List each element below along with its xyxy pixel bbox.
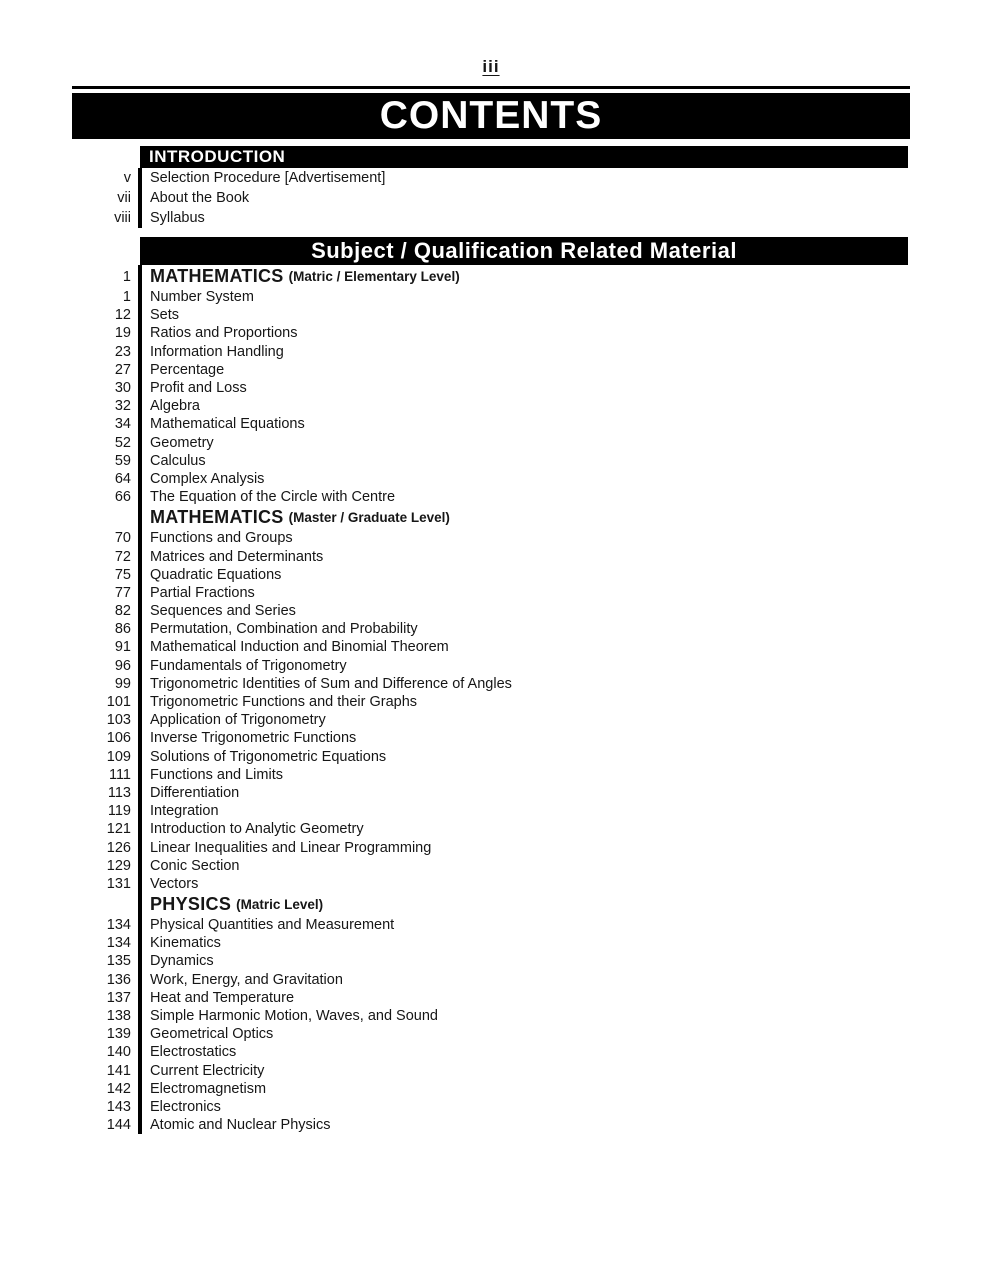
toc-entry-title: Geometry [150, 434, 214, 451]
toc-entry [138, 1098, 908, 1116]
toc-row [72, 265, 908, 288]
toc-row [72, 1062, 908, 1080]
toc-entry-title: Vectors [150, 875, 199, 892]
toc-page-number: 30 [114, 380, 131, 397]
toc-row [72, 952, 908, 970]
toc-entry-title: Differentiation [150, 784, 240, 801]
toc-row [72, 1116, 908, 1134]
toc-page-number: 121 [106, 821, 131, 838]
toc-entry [138, 875, 908, 893]
toc-entry [138, 802, 908, 820]
toc-entry [138, 584, 908, 602]
toc-entry [138, 343, 908, 361]
toc-row [72, 208, 908, 228]
toc-page-number: 141 [106, 1062, 131, 1079]
subject-heading: Subject / Qualification Related Material [140, 237, 908, 265]
toc-entry-title: Inverse Trigonometric Functions [150, 730, 357, 747]
toc-entry-title: Simple Harmonic Motion, Waves, and Sound [150, 1008, 438, 1025]
toc-page-number: 99 [114, 675, 131, 692]
toc-entry [138, 1080, 908, 1098]
toc-entry [138, 452, 908, 470]
toc-entry-title: Ratios and Proportions [150, 325, 298, 342]
toc-row [72, 893, 908, 916]
toc-entry-title: Functions and Limits [150, 766, 283, 783]
toc-entry-title: Fundamentals of Trigonometry [150, 657, 347, 674]
toc-entry-title: Partial Fractions [150, 584, 255, 601]
toc-page-number: 140 [106, 1044, 131, 1061]
toc-entry-title: Linear Inequalities and Linear Programming [150, 839, 432, 856]
toc-page-number: 19 [114, 325, 131, 342]
toc-entry-title: Percentage [150, 361, 225, 378]
toc-entry-title: PHYSICS [150, 894, 232, 914]
toc-entry [138, 188, 908, 208]
toc-row [72, 1080, 908, 1098]
toc-entry-title: Syllabus [150, 210, 205, 226]
toc-entry [138, 488, 908, 506]
toc-row [72, 1098, 908, 1116]
toc-page-number: 111 [108, 766, 131, 783]
toc-row [72, 916, 908, 934]
toc-entry [138, 434, 908, 452]
toc-entry [138, 838, 908, 856]
toc-entry [138, 711, 908, 729]
toc-entry [138, 306, 908, 324]
toc-entry-title: Permutation, Combination and Probability [150, 621, 418, 638]
toc-entry-subtitle: (Matric Level) [236, 897, 324, 912]
toc-entry [138, 602, 908, 620]
toc-row [72, 693, 908, 711]
toc-page-number: 136 [106, 971, 131, 988]
toc-row [72, 306, 908, 324]
toc-entry-title: Number System [150, 289, 254, 306]
toc-entry [138, 324, 908, 342]
toc-entry [138, 675, 908, 693]
toc-page-number: 131 [106, 875, 131, 892]
toc-row [72, 452, 908, 470]
toc-entry [138, 620, 908, 638]
toc-row [72, 971, 908, 989]
toc-row [72, 488, 908, 506]
toc-page-number: 126 [106, 839, 131, 856]
toc-entry-title: Work, Energy, and Gravitation [150, 971, 343, 988]
toc-entry-title: Trigonometric Identities of Sum and Difference of Angles [150, 675, 512, 692]
toc-row [72, 857, 908, 875]
toc-entry [138, 288, 908, 306]
toc-row [72, 434, 908, 452]
toc-entry-title: Conic Section [150, 857, 240, 874]
toc-entry [138, 893, 908, 916]
toc-page-number: 138 [106, 1008, 131, 1025]
toc-row [72, 584, 908, 602]
toc-entry [138, 934, 908, 952]
toc-entry [138, 693, 908, 711]
toc-page-number: 135 [106, 953, 131, 970]
toc-entry-title: Calculus [150, 452, 206, 469]
toc-page-number: 142 [106, 1080, 131, 1097]
page-folio-number: iii [482, 57, 500, 76]
toc-entry-title: Mathematical Induction and Binomial Theorem [150, 639, 449, 656]
toc-entry [138, 916, 908, 934]
toc-entry-title: Information Handling [150, 343, 284, 360]
toc-entry [138, 820, 908, 838]
toc-row [72, 1043, 908, 1061]
toc-row [72, 657, 908, 675]
toc-row [72, 711, 908, 729]
toc-row [72, 470, 908, 488]
toc-row [72, 1007, 908, 1025]
toc-entry-title: Solutions of Trigonometric Equations [150, 748, 387, 765]
toc-page-number: 143 [106, 1098, 131, 1115]
toc-row [72, 766, 908, 784]
toc-row [72, 838, 908, 856]
toc-row [72, 529, 908, 547]
toc-row [72, 729, 908, 747]
toc-row [72, 875, 908, 893]
toc-entry [138, 1116, 908, 1134]
toc-page-number: 1 [122, 289, 131, 306]
toc-row [72, 802, 908, 820]
toc-row [72, 397, 908, 415]
toc-page-number: 1 [122, 268, 131, 285]
contents-title: CONTENTS [72, 93, 910, 139]
toc-page-number: 109 [106, 748, 131, 765]
toc-entry-title: Heat and Temperature [150, 989, 295, 1006]
toc-page-number: 75 [114, 566, 131, 583]
toc-entry-title: Mathematical Equations [150, 416, 305, 433]
toc-page-number: 144 [106, 1117, 131, 1134]
toc-row [72, 361, 908, 379]
toc-entry [138, 989, 908, 1007]
toc-row [72, 188, 908, 208]
toc-entry [138, 208, 908, 228]
toc-row [72, 379, 908, 397]
introduction-heading: INTRODUCTION [140, 146, 908, 168]
toc-page-number: 64 [114, 470, 131, 487]
toc-entry [138, 397, 908, 415]
toc-entry-title: Sets [150, 307, 180, 324]
toc-entry [138, 379, 908, 397]
toc-page-number: 52 [114, 434, 131, 451]
toc-entry-title: Atomic and Nuclear Physics [150, 1117, 331, 1134]
banner-top-rule [72, 86, 910, 89]
toc-entry [138, 638, 908, 656]
toc-row [72, 638, 908, 656]
toc-row [72, 602, 908, 620]
toc-page-number: 101 [106, 694, 131, 711]
toc-entry-title: Kinematics [150, 935, 221, 952]
toc-entry-title: Trigonometric Functions and their Graphs [150, 694, 418, 711]
toc-page-number: 103 [106, 712, 131, 729]
toc-row [72, 506, 908, 529]
toc-row [72, 343, 908, 361]
toc-page-number: 134 [106, 935, 131, 952]
toc-row [72, 168, 908, 188]
toc-page-number: 32 [114, 398, 131, 415]
toc-entry-title: Functions and Groups [150, 530, 293, 547]
contents-banner [72, 86, 910, 139]
toc-entry [138, 506, 908, 529]
toc-row [72, 675, 908, 693]
subject-section [72, 237, 908, 1134]
toc-page-number: vii [117, 190, 131, 206]
toc-entry [138, 729, 908, 747]
toc-entry [138, 857, 908, 875]
toc-page-number: 91 [114, 639, 131, 656]
toc-page-number: 139 [106, 1026, 131, 1043]
toc-row [72, 415, 908, 433]
toc-row [72, 989, 908, 1007]
toc-entry-title: Algebra [150, 398, 200, 415]
toc-entry [138, 952, 908, 970]
toc-entry-title: Quadratic Equations [150, 566, 282, 583]
toc-entry [138, 766, 908, 784]
toc-entry [138, 748, 908, 766]
toc-entry-title: Selection Procedure [Advertisement] [150, 170, 386, 186]
toc-page-number: 34 [114, 416, 131, 433]
toc-entry-title: Matrices and Determinants [150, 548, 324, 565]
toc-page-number: 129 [106, 857, 131, 874]
toc-page-number: v [123, 170, 131, 186]
toc-page-number: 59 [114, 452, 131, 469]
toc-row [72, 324, 908, 342]
toc-entry [138, 361, 908, 379]
toc-entry-title: Electronics [150, 1098, 221, 1115]
toc-entry-title: Complex Analysis [150, 470, 265, 487]
toc-row [72, 748, 908, 766]
toc-entry-title: About the Book [150, 190, 250, 206]
toc-page-number: 72 [114, 548, 131, 565]
toc-entry-title: MATHEMATICS [150, 507, 284, 528]
toc-entry-title: Electrostatics [150, 1044, 237, 1061]
toc-page-number: 113 [107, 784, 131, 801]
toc-row [72, 288, 908, 306]
toc-entry-title: Profit and Loss [150, 380, 247, 397]
toc-entry [138, 470, 908, 488]
toc-entry [138, 1025, 908, 1043]
toc-entry-title: MATHEMATICS [150, 266, 284, 286]
toc-page-number: 82 [114, 603, 131, 620]
toc-page-number: 137 [106, 989, 131, 1006]
toc-entry [138, 1007, 908, 1025]
toc-row [72, 547, 908, 565]
subject-rows [72, 265, 908, 1134]
toc-entry-title: Introduction to Analytic Geometry [150, 821, 364, 838]
toc-entry-subtitle: (Matric / Elementary Level) [288, 269, 460, 284]
toc-entry [138, 547, 908, 565]
toc-entry [138, 529, 908, 547]
toc-entry-subtitle: (Master / Graduate Level) [288, 510, 450, 526]
toc-page-number: 23 [114, 343, 131, 360]
toc-row [72, 820, 908, 838]
toc-entry [138, 657, 908, 675]
toc-entry [138, 168, 908, 188]
toc-page-number: 70 [114, 530, 131, 547]
toc-page-number: 106 [106, 730, 131, 747]
toc-entry [138, 1062, 908, 1080]
toc-page-number: 77 [114, 584, 131, 601]
toc-entry-title: The Equation of the Circle with Centre [150, 489, 396, 506]
toc-row [72, 620, 908, 638]
toc-entry-title: Geometrical Optics [150, 1026, 274, 1043]
toc-page-number: 66 [114, 489, 131, 506]
introduction-rows [72, 168, 908, 228]
toc-page-number: 27 [114, 361, 131, 378]
toc-page-number: 119 [107, 803, 131, 820]
toc-page-number: 12 [114, 307, 131, 324]
toc-entry-title: Application of Trigonometry [150, 712, 326, 729]
toc-row [72, 566, 908, 584]
toc-entry [138, 415, 908, 433]
toc-entry [138, 1043, 908, 1061]
toc-page-number: 134 [106, 917, 131, 934]
toc-entry [138, 265, 908, 288]
toc-entry-title: Integration [150, 803, 219, 820]
toc-entry [138, 566, 908, 584]
toc-row [72, 1025, 908, 1043]
toc-entry [138, 971, 908, 989]
introduction-section [72, 146, 908, 228]
toc-page-number: 86 [114, 621, 131, 638]
toc-entry-title: Sequences and Series [150, 603, 296, 620]
toc-entry [138, 784, 908, 802]
toc-page-number: viii [114, 210, 131, 226]
toc-row [72, 784, 908, 802]
toc-page-number: 96 [114, 657, 131, 674]
toc-row [72, 934, 908, 952]
toc-entry-title: Electromagnetism [150, 1080, 267, 1097]
toc-entry-title: Current Electricity [150, 1062, 265, 1079]
toc-entry-title: Physical Quantities and Measurement [150, 917, 395, 934]
toc-entry-title: Dynamics [150, 953, 214, 970]
